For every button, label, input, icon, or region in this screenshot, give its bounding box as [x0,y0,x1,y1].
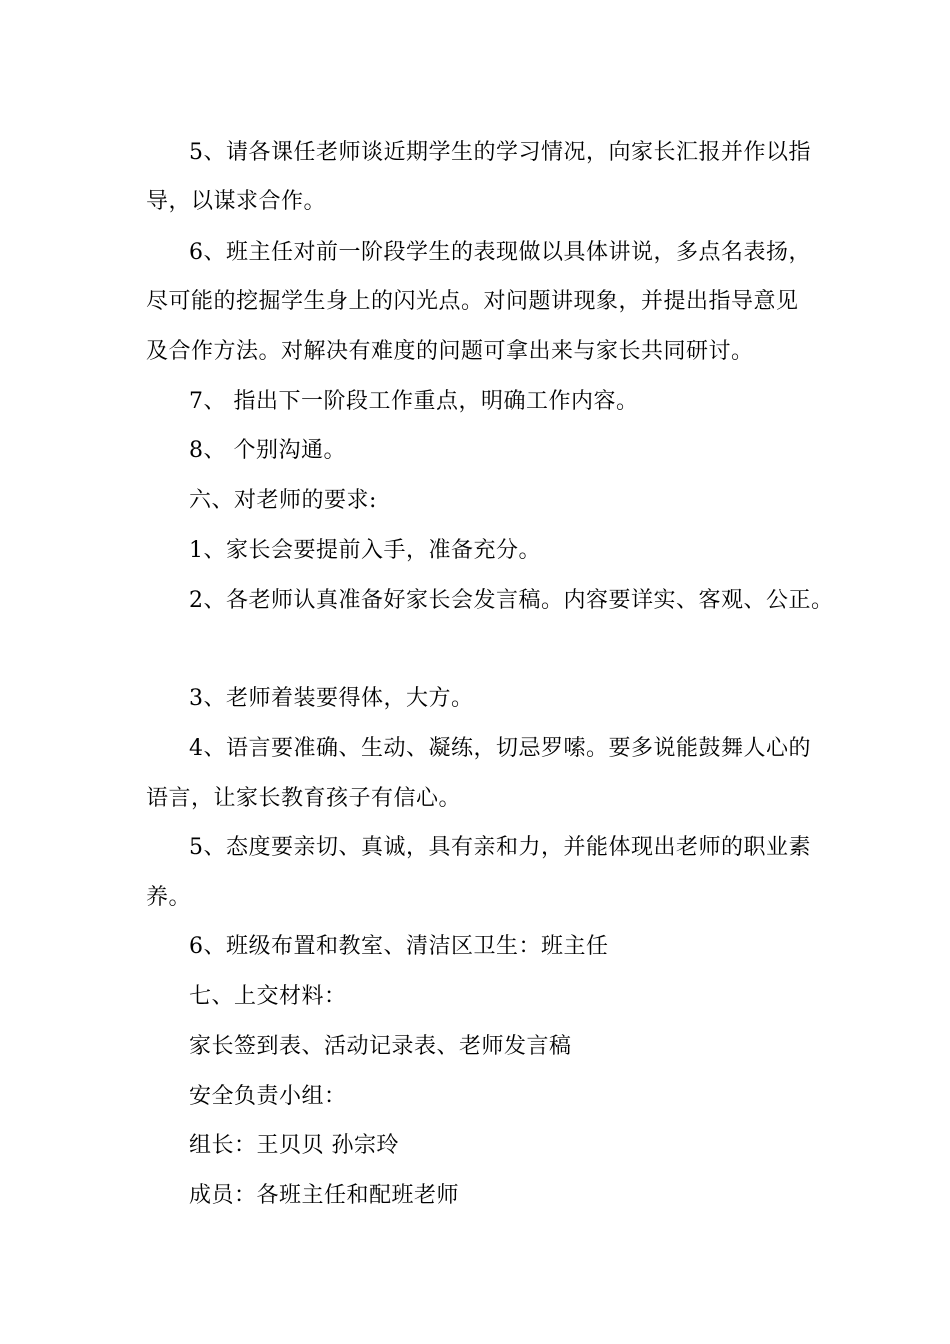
paragraph-line: 养。 [146,885,192,910]
paragraph-line: 语言，让家长教育孩子有信心。 [146,786,462,811]
paragraph-line: 4、语言要准确、生动、凝练，切忌罗嗦。要多说能鼓舞人心的 [189,736,811,761]
paragraph-line: 导，以谋求合作。 [146,189,327,214]
section-heading: 六、对老师的要求: [189,488,377,513]
paragraph-line: 6、班主任对前一阶段学生的表现做以具体讲说，多点名表扬， [189,240,811,265]
paragraph-line: 尽可能的挖掘学生身上的闪光点。对问题讲现象，并提出指导意见 [146,289,799,314]
paragraph-line: 8、 个别沟通。 [189,438,346,463]
section-heading: 七、上交材料： [189,984,347,1009]
paragraph-line: 安全负责小组： [189,1084,347,1109]
paragraph-line: 3、老师着装要得体，大方。 [189,686,474,711]
paragraph-line: 5、请各课任老师谈近期学生的学习情况，向家长汇报并作以指 [189,140,811,165]
paragraph-line: 6、班级布置和教室、清洁区卫生：班主任 [189,934,609,959]
paragraph-line: 及合作方法。对解决有难度的问题可拿出来与家长共同研讨。 [146,339,754,364]
paragraph-line: 组长：王贝贝 孙宗玲 [189,1133,399,1158]
paragraph-line: 2、各老师认真准备好家长会发言稿。内容要详实、客观、公正。 [189,588,834,613]
paragraph-line: 5、态度要亲切、真诚，具有亲和力，并能体现出老师的职业素 [189,835,811,860]
paragraph-line: 1、家长会要提前入手，准备充分。 [189,538,541,563]
paragraph-line: 成员：各班主任和配班老师 [189,1183,460,1208]
paragraph-line: 家长签到表、活动记录表、老师发言稿 [189,1034,572,1059]
paragraph-line: 7、 指出下一阶段工作重点，明确工作内容。 [189,389,639,414]
